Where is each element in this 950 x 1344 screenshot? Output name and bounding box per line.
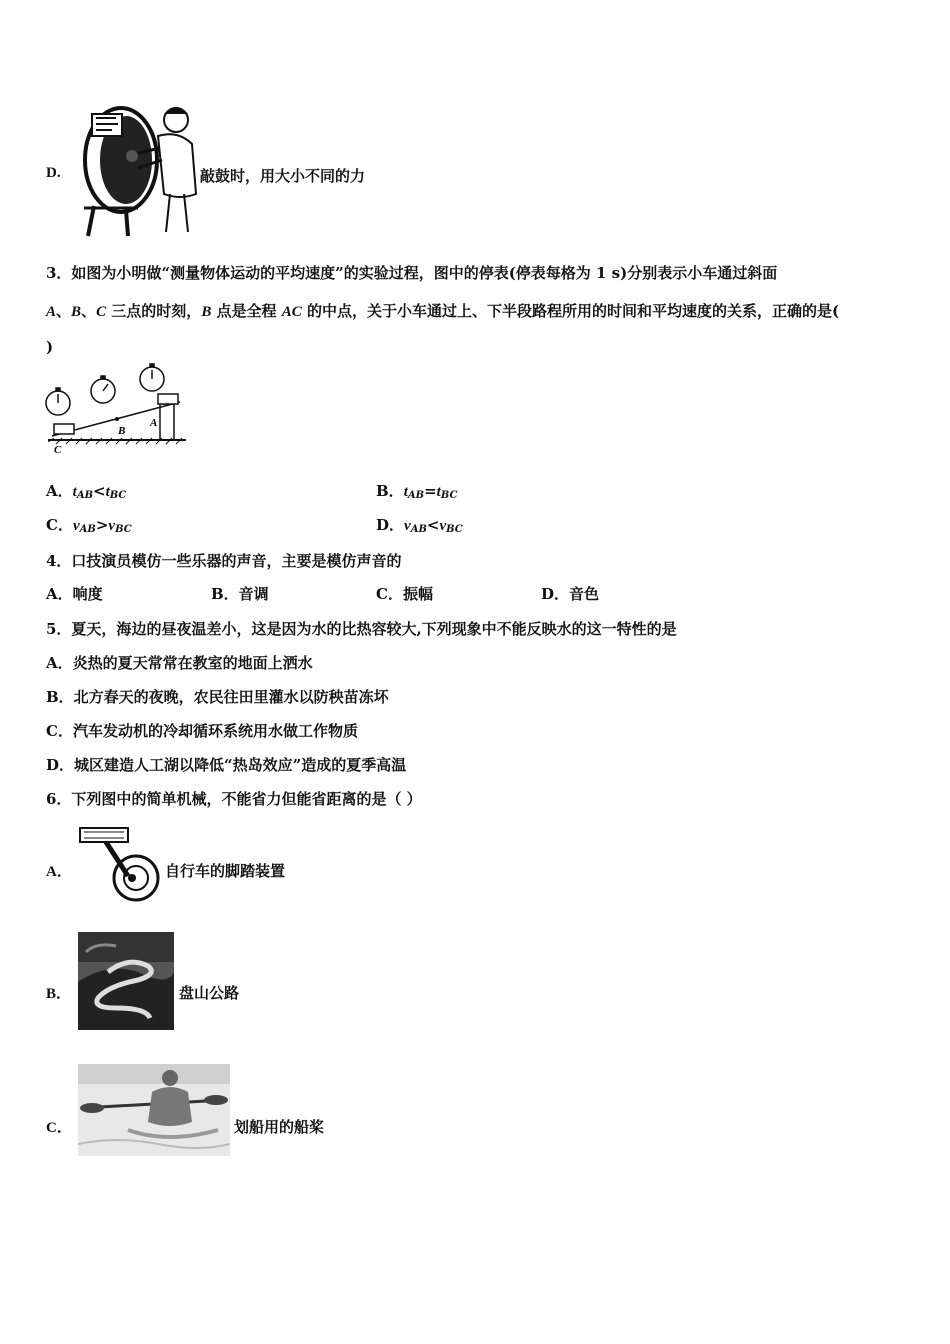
q6-option-c-label: C．	[46, 1120, 72, 1136]
bicycle-pedal-illustration	[78, 822, 164, 906]
q4-option-a: A．响度	[46, 585, 103, 603]
q6-option-a-text: 自行车的脚踏装置	[165, 862, 286, 880]
q3-stem-line1: 3．如图为小明做“测量物体运动的平均速度”的实验过程，图中的停表(停表每格为 1 s)分别表示小车通过斜面	[46, 264, 778, 282]
q3-stem-line2: A、B、C 三点的时刻，B 点是全程 AC 的中点，关于小车通过上、下半段路程所用的时间和平均速度的关系，正确的是(	[46, 302, 840, 320]
q6-option-c-text: 划船用的船桨	[234, 1118, 325, 1136]
q3-option-c: C．$v_{AB}>v_{BC}$	[46, 516, 132, 535]
q2-option-d-label: D.	[46, 165, 61, 181]
q5-option-d: D．城区建造人工湖以降低“热岛效应”造成的夏季高温	[46, 756, 407, 774]
q5-option-a: A．炎热的夏天常常在教室的地面上洒水	[46, 654, 313, 672]
q6-option-a-label: A．	[46, 864, 72, 880]
q4-stem: 4．口技演员模仿一些乐器的声音，主要是模仿声音的	[46, 552, 402, 570]
q3-option-d: D．$v_{AB}<v_{BC}$	[376, 516, 463, 535]
label-a: A	[150, 417, 158, 429]
q6-option-b-text: 盘山公路	[179, 984, 240, 1002]
rowing-paddle-photo	[78, 1064, 230, 1156]
q3-stem-line3: )	[46, 338, 54, 356]
q2-option-d-text: 敲鼓时，用大小不同的力	[200, 167, 366, 185]
label-c: C	[54, 444, 62, 456]
label-b: B	[118, 425, 126, 437]
q5-option-b: B．北方春天的夜晚，农民往田里灌水以防秧苗冻坏	[46, 688, 389, 706]
q4-option-d: D．音色	[541, 585, 600, 603]
q6-stem: 6．下列图中的简单机械，不能省力但能省距离的是（ ）	[46, 790, 422, 808]
q6-option-b-label: B．	[46, 986, 72, 1002]
drum-player-illustration	[76, 98, 200, 238]
q4-option-c: C．振幅	[376, 585, 433, 603]
q4-option-b: B．音调	[211, 585, 269, 603]
mountain-road-photo	[78, 932, 174, 1030]
incline-stopwatch-figure	[40, 362, 190, 458]
q5-option-c: C．汽车发动机的冷却循环系统用水做工作物质	[46, 722, 358, 740]
q5-stem: 5．夏天，海边的昼夜温差小，这是因为水的比热容较大,下列现象中不能反映水的这一特性的是	[46, 620, 677, 638]
q3-option-a: A．$t_{AB}<t_{BC}$	[46, 482, 127, 501]
q3-option-b: B．$t_{AB}=t_{BC}$	[376, 482, 458, 501]
